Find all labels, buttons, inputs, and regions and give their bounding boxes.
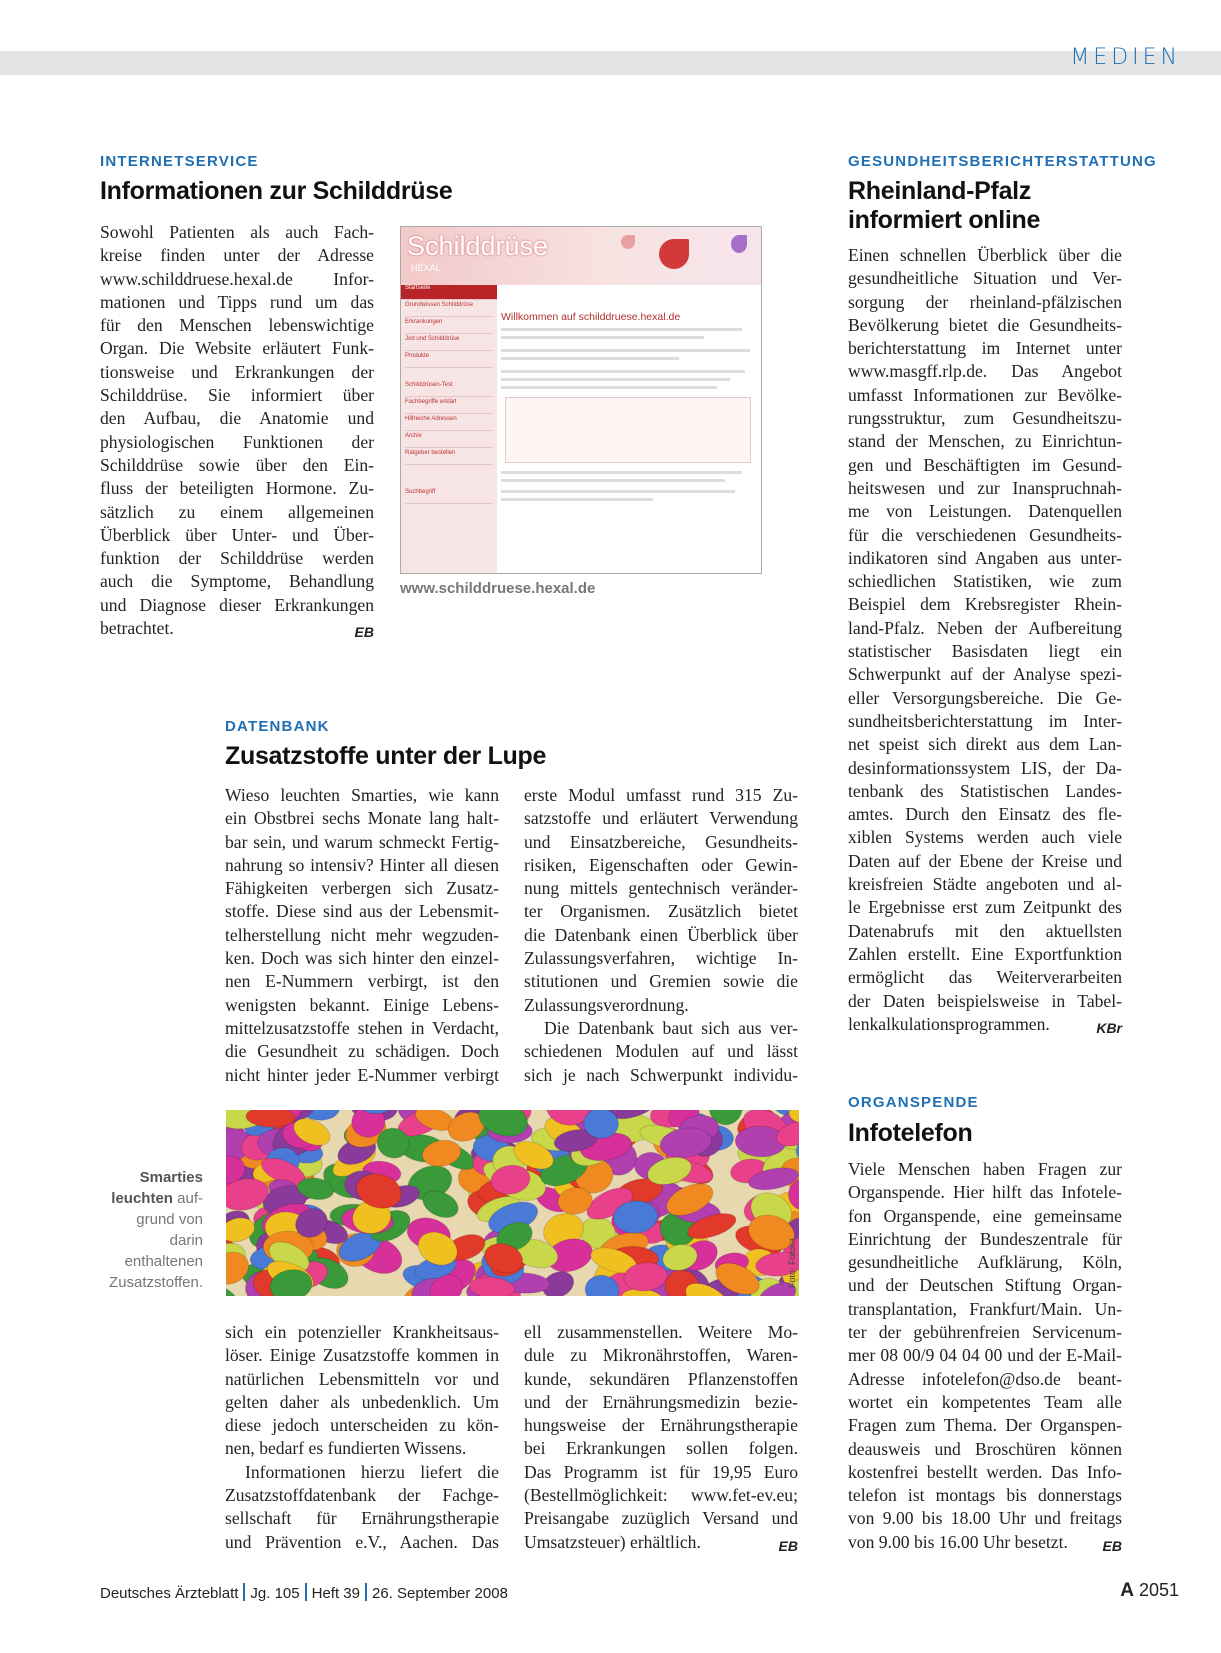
text-line: Wieso leuchten Smarties, wie kann xyxy=(225,785,499,805)
text-line: wenigsten bekannt. Einige Lebens- xyxy=(225,994,499,1015)
text-line: Überblick über Unter- und Über- xyxy=(100,524,374,545)
caption-text-1: auf- xyxy=(177,1190,203,1207)
text-line: Adresse infotelefon@dso.de beant- xyxy=(848,1368,1122,1389)
text-line: deausweis und Broschüren können xyxy=(848,1438,1122,1459)
text-line: auch die Symptome, Behandlung xyxy=(100,571,374,592)
article4-kicker: ORGANSPENDE xyxy=(848,1094,979,1111)
text-line: sich je nach Schwerpunkt individu- xyxy=(524,1064,798,1085)
text-line: Beispiel dem Krebsregister Rhein- xyxy=(848,594,1122,615)
caption-text-2: grund von darin xyxy=(136,1211,203,1249)
text-line: desinformationssystem LIS, der Da- xyxy=(848,757,1122,778)
photo-credit: Foto: Fotolia xyxy=(787,1237,797,1288)
text-line: ter der gebührenfreien Servicenum- xyxy=(848,1322,1122,1343)
article3-col2-bottom xyxy=(524,1321,798,1558)
text-line: nahrung so intensiv? Hinter all diesen xyxy=(225,854,499,875)
text-line: ermöglicht das Weiterverarbeiten xyxy=(848,967,1122,988)
footer-volume: Jg. 105 xyxy=(250,1585,300,1602)
text-line: sundheitsberichterstattung im Inter- xyxy=(848,710,1122,731)
text-line: stitutionen und Gremien sowie die xyxy=(524,971,798,992)
footer-issue: Heft 39 xyxy=(311,1585,360,1602)
author-signature: EB xyxy=(778,1537,798,1554)
text-line: ken. Doch was sich hinter den einzel- xyxy=(225,948,499,969)
website-logo: Schilddrüse xyxy=(407,231,549,261)
footer-date: 26. September 2008 xyxy=(372,1585,508,1602)
page-prefix: A xyxy=(1120,1580,1134,1601)
header-bar xyxy=(0,51,1221,75)
author-signature: EB xyxy=(1102,1537,1122,1554)
text-line: Die Datenbank baut sich aus ver- xyxy=(544,1017,798,1038)
text-line: gesundheitliche Situation und Ver- xyxy=(848,268,1122,289)
website-welcome: Willkommen auf schilddruese.hexal.de xyxy=(501,311,681,323)
text-line: mittelzusatzstoffe stehen in Verdacht, xyxy=(225,1017,499,1038)
text-line: ein Obstbrei sechs Monate lang halt- xyxy=(225,808,499,829)
text-line: Zahlen erstellt. Eine Exportfunktion xyxy=(848,943,1122,964)
text-line: Sowohl Patienten als auch Fach- xyxy=(100,222,374,242)
website-nav-item: Fachbegriffe erklärt xyxy=(405,399,493,414)
text-line: satzstoffe und erläutert Verwendung xyxy=(524,808,798,829)
text-line: Fähigkeiten verbergen sich Zusatz- xyxy=(225,878,499,899)
text-line: gelten daher als unbedenklich. Um xyxy=(225,1391,499,1412)
website-main xyxy=(501,297,755,567)
author-signature: EB xyxy=(354,624,374,641)
text-line: löser. Einige Zusatzstoffe kommen in xyxy=(225,1345,499,1366)
text-line: rungsstruktur, zum Gesundheitszu- xyxy=(848,408,1122,429)
text-line: stoffe. Diese sind aus der Lebensmit- xyxy=(225,901,499,922)
article4-title: Infotelefon xyxy=(848,1119,973,1147)
text-line: kunde, sekundären Pflanzenstoffen xyxy=(524,1368,798,1389)
text-line: nung mittels gentechnisch veränder- xyxy=(524,878,798,899)
text-line: hungsweise der Ernährungstherapie xyxy=(524,1415,798,1436)
article1-body xyxy=(100,221,374,644)
footer xyxy=(100,1583,508,1602)
text-line: risiken, Eigenschaften oder Gewin- xyxy=(524,854,798,875)
text-line: tionsweise und Erkrankungen der xyxy=(100,361,374,382)
text-line: wortet ein kompetentes Team alle xyxy=(848,1391,1122,1412)
text-line: die Gesundheit zu schädigen. Doch xyxy=(225,1041,499,1062)
text-line: funktion der Schilddrüse werden xyxy=(100,548,374,569)
text-line: Daten auf der Ebene der Kreise und xyxy=(848,850,1122,871)
text-line: und Einsatzbereiche, Gesundheits- xyxy=(524,831,798,852)
text-line: für die verschiedenen Gesundheits- xyxy=(848,524,1122,545)
text-line: kostenfrei bestellt werden. Das Info- xyxy=(848,1461,1122,1482)
website-nav-item: Schilddrüsen-Test xyxy=(405,382,493,397)
text-line: von 9.00 bis 16.00 Uhr besetzt. EB xyxy=(848,1531,1122,1554)
text-line: (Bestellmöglichkeit: www.fet-ev.eu; xyxy=(524,1485,798,1506)
candy-illustration xyxy=(226,1110,799,1296)
text-line: ter Organismen. Zusätzlich bietet xyxy=(524,901,798,922)
text-line: transplantation, Frankfurt/Main. Un- xyxy=(848,1298,1122,1319)
website-nav-item: Hilfreiche Adressen xyxy=(405,416,493,431)
text-line: Schwerpunkt auf der Analyse spezi- xyxy=(848,664,1122,685)
text-line: nen E-Nummern verbirgt, ist den xyxy=(225,971,499,992)
text-line: xiblen Systems werden auch viele xyxy=(848,827,1122,848)
text-line: schiedenen Modulen auf und lässt xyxy=(524,1041,798,1062)
text-line: Zusatzstoffdatenbank der Fachge- xyxy=(225,1485,499,1506)
article3-title: Zusatzstoffe unter der Lupe xyxy=(225,742,547,770)
text-line: und Diagnose dieser Erkrankungen xyxy=(100,594,374,615)
text-line: den Aufbau, die Anatomie und xyxy=(100,408,374,429)
text-line: sätzlich zu einem allgemeinen xyxy=(100,501,374,522)
article3-kicker: DATENBANK xyxy=(225,718,330,735)
website-logo-sub: HEXAL xyxy=(411,263,441,273)
text-line: Schilddrüse sowie über den Ein- xyxy=(100,454,374,475)
website-caption: www.schilddruese.hexal.de xyxy=(400,580,596,597)
text-line: Organ. Die Website erläutert Funk- xyxy=(100,338,374,359)
text-line: dule zu Mikronährstoffen, Waren- xyxy=(524,1345,798,1366)
text-line: Bevölkerung bietet die Gesundheits- xyxy=(848,314,1122,335)
text-line: Informationen hierzu liefert die xyxy=(245,1461,499,1482)
text-line: der Daten beispielsweise in Tabel- xyxy=(848,990,1122,1011)
smarties-photo xyxy=(226,1110,799,1296)
author-signature: KBr xyxy=(1096,1019,1122,1036)
butterfly-icon xyxy=(659,239,689,269)
text-line: mer 08 00/9 04 04 00 und der E-Mail- xyxy=(848,1345,1122,1366)
text-line: me von Leistungen. Datenquellen xyxy=(848,501,1122,522)
text-line: fluss der beteiligten Hormone. Zu- xyxy=(100,478,374,499)
text-line: physiologischen Funktionen der xyxy=(100,431,374,452)
text-line: Zulassungsverfahren, wichtige In- xyxy=(524,948,798,969)
text-line: stand der Menschen, zu Einrichtun- xyxy=(848,431,1122,452)
text-line: umfasst Informationen zur Bevölke- xyxy=(848,384,1122,405)
website-nav-item: Erkrankungen xyxy=(405,319,493,334)
website-nav-item: Grundwissen Schilddrüse xyxy=(405,302,493,317)
website-nav-item: Suchbegriff xyxy=(405,489,493,504)
text-line: von 9.00 bis 18.00 Uhr und freitags xyxy=(848,1508,1122,1529)
article3-col2-top xyxy=(524,784,798,1087)
photo-caption xyxy=(100,1167,203,1293)
text-line: eller Versorgungsbereiche. Die Ge- xyxy=(848,687,1122,708)
text-line: sorgung der rheinland-pfälzischen xyxy=(848,291,1122,312)
text-line: Das Programm ist für 19,95 Euro xyxy=(524,1461,798,1482)
text-line: fon Organspende, eine gemeinsame xyxy=(848,1205,1122,1226)
text-line: und der Deutschen Stiftung Organ- xyxy=(848,1275,1122,1296)
text-line: indikatoren sind Angaben aus unter- xyxy=(848,547,1122,568)
text-line: Einen schnellen Überblick über die xyxy=(848,245,1122,265)
text-line: die Datenbank einen Überblick über xyxy=(524,924,798,945)
text-line: ell zusammenstellen. Weitere Mo- xyxy=(524,1322,798,1342)
website-nav-item: Archiv xyxy=(405,433,493,448)
text-line: Zulassungsverordnung. xyxy=(524,994,689,1015)
footer-journal: Deutsches Ärzteblatt xyxy=(100,1585,239,1602)
article1-kicker: INTERNETSERVICE xyxy=(100,153,259,170)
text-line: www.schilddruese.hexal.de Infor- xyxy=(100,268,374,289)
text-line: und Prävention e.V., Aachen. Das xyxy=(225,1531,499,1552)
website-infobox xyxy=(505,397,751,463)
text-line: tenbank des Statistischen Landes- xyxy=(848,780,1122,801)
article2-title-line1: Rheinland-Pfalz xyxy=(848,177,1032,205)
text-line: diese jedoch unterscheiden zu kön- xyxy=(225,1415,499,1436)
article2-body xyxy=(848,244,1122,1040)
website-nav-item: Jod und Schilddrüse xyxy=(405,336,493,351)
page-value: 2051 xyxy=(1138,1580,1179,1600)
website-nav-item: Startseite xyxy=(401,285,497,300)
text-line: schiedlichen Statistiken, wie zum xyxy=(848,571,1122,592)
text-line: Viele Menschen haben Fragen zur xyxy=(848,1159,1122,1179)
text-line: www.masgff.rlp.de. Das Angebot xyxy=(848,361,1122,382)
caption-text-3: enthaltenen xyxy=(124,1253,203,1270)
text-line: sellschaft für Ernährungstherapie xyxy=(225,1508,499,1529)
text-line: nen, bedarf es fundierten Wissens. xyxy=(225,1438,467,1459)
website-screenshot xyxy=(400,226,762,574)
butterfly-icon xyxy=(621,235,635,249)
article1-title: Informationen zur Schilddrüse xyxy=(100,177,453,205)
text-line: heitswesen und zur Inanspruchnah- xyxy=(848,477,1122,498)
article2-title-line2: informiert online xyxy=(848,206,1041,234)
text-line: telefon ist montags bis donnerstags xyxy=(848,1485,1122,1506)
text-line: nicht hinter jeder E-Nummer verbirgt xyxy=(225,1064,499,1085)
caption-bold-1: Smarties xyxy=(139,1169,203,1186)
text-line: betrachtet. EB xyxy=(100,617,374,640)
text-line: Organspende. Hier hilft das Infotele- xyxy=(848,1182,1122,1203)
website-nav-item: Ratgeber bestellen xyxy=(405,450,493,465)
website-nav xyxy=(401,285,497,573)
text-line: Preisangabe zuzüglich Versand und xyxy=(524,1508,798,1529)
section-label: MEDIEN xyxy=(1070,45,1181,70)
text-line: lenkalkulationsprogrammen. KBr xyxy=(848,1013,1122,1036)
text-line: bei Erkrankungen sollen folgen. xyxy=(524,1438,798,1459)
article4-body xyxy=(848,1158,1122,1558)
text-line: net speist sich direkt aus dem Lan- xyxy=(848,734,1122,755)
text-line: erste Modul umfasst rund 315 Zu- xyxy=(524,785,798,805)
text-line: kreisfreien Städte angeboten und al- xyxy=(848,874,1122,895)
text-line: berichterstattung im Internet unter xyxy=(848,338,1122,359)
text-line: Schilddrüse. Sie informiert über xyxy=(100,385,374,406)
text-line: amtes. Durch den Einsatz des fle- xyxy=(848,804,1122,825)
text-line: für den Menschen lebenswichtige xyxy=(100,315,374,336)
text-line: kreise finden unter der Adresse xyxy=(100,245,374,266)
text-line: Datenabrufs mit den aktuellsten xyxy=(848,920,1122,941)
website-nav-item: Produkte xyxy=(405,353,493,368)
text-line: Fragen zum Thema. Der Organspen- xyxy=(848,1415,1122,1436)
text-line: bar sein, und warum schmeckt Fertig- xyxy=(225,831,499,852)
article3-col1-top xyxy=(225,784,499,1087)
page-number xyxy=(1120,1580,1179,1602)
caption-text-4: Zusatzstoffen. xyxy=(109,1274,203,1291)
text-line: natürlichen Lebensmitteln vor und xyxy=(225,1368,499,1389)
text-line: Umsatzsteuer) erhältlich. EB xyxy=(524,1531,798,1554)
text-line: gesundheitliche Aufklärung, Köln, xyxy=(848,1252,1122,1273)
text-line: land-Pfalz. Neben der Aufbereitung xyxy=(848,617,1122,638)
text-line: telherstellung nicht mehr wegzuden- xyxy=(225,924,499,945)
butterfly-icon xyxy=(731,235,747,253)
text-line: le Ergebnisse erst zum Zeitpunkt des xyxy=(848,897,1122,918)
text-line: statistischer Basisdaten liegt ein xyxy=(848,641,1122,662)
article3-col1-bottom xyxy=(225,1321,499,1554)
text-line: sich ein potenzieller Krankheitsaus- xyxy=(225,1322,499,1342)
text-line: und der Ernährungsmedizin bezie- xyxy=(524,1391,798,1412)
text-line: gen und Beschäftigten im Gesund- xyxy=(848,454,1122,475)
text-line: mationen und Tipps rund um das xyxy=(100,291,374,312)
article2-kicker: GESUNDHEITSBERICHTERSTATTUNG xyxy=(848,153,1157,170)
caption-bold-2: leuchten xyxy=(111,1190,173,1207)
text-line: Einrichtung der Bundeszentrale für xyxy=(848,1228,1122,1249)
